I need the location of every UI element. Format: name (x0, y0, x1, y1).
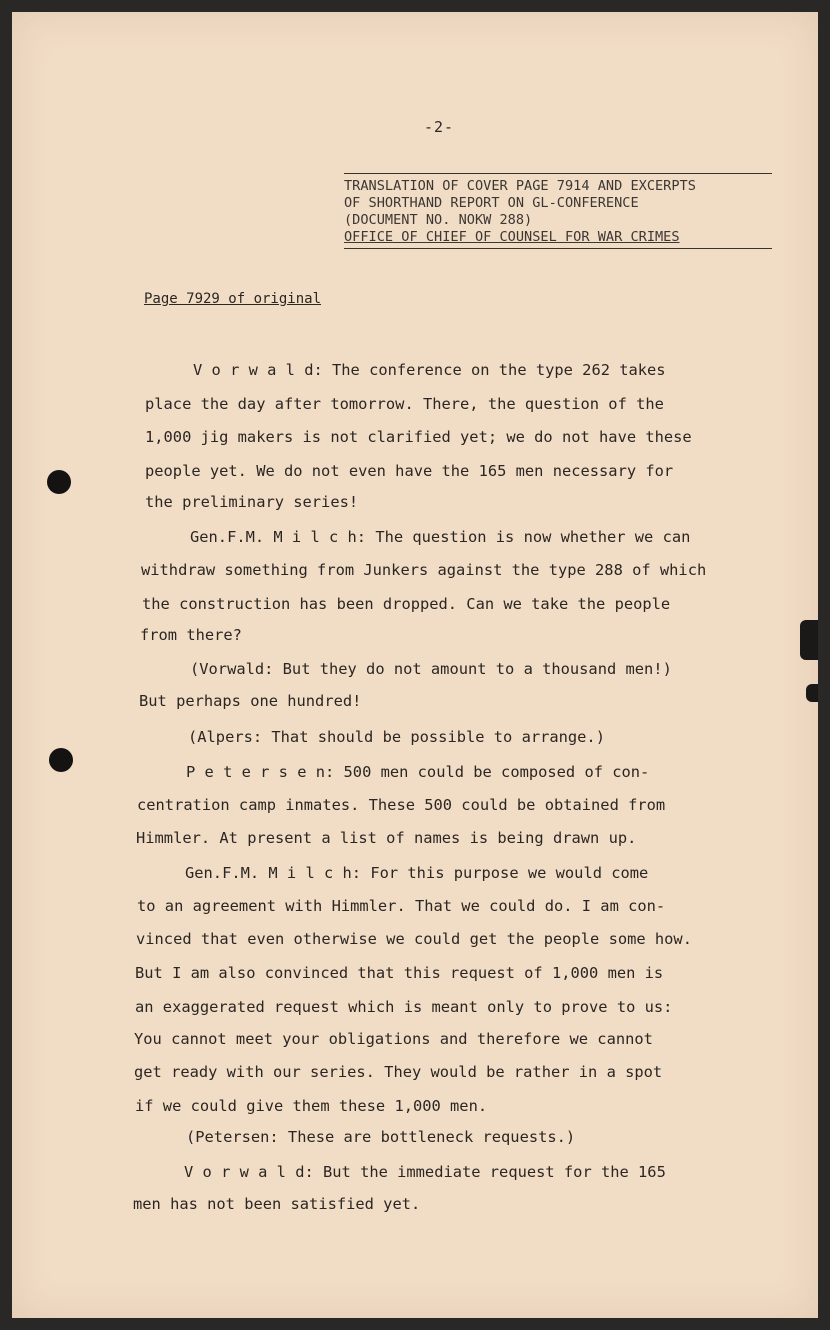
line-text: But perhaps one hundred! (139, 692, 362, 710)
line-text: (Petersen: These are bottleneck requests.) (186, 1128, 576, 1146)
transcript-line (137, 796, 665, 814)
line-text: to an agreement with Himmler. That we could do. I am con- (137, 897, 666, 915)
line-text: people yet. We do not even have the 165 men necessary for (145, 462, 674, 480)
line-text: But the immediate request for the 165 (313, 1163, 666, 1181)
line-text: 500 men could be composed of con- (334, 763, 650, 781)
transcript-line (134, 1030, 653, 1048)
speaker-name: V o r w a l d: (193, 361, 323, 379)
line-text: centration camp inmates. These 500 could be obtained from (137, 796, 666, 814)
transcript-line (145, 428, 692, 446)
line-text: vinced that even otherwise we could get the people some how. (136, 930, 692, 948)
line-text: if we could give them these 1,000 men. (135, 1097, 488, 1115)
transcript-line (133, 1195, 420, 1213)
line-text: withdraw something from Junkers against the type 288 of which (141, 561, 707, 579)
torn-edge (806, 684, 818, 702)
transcript-line (141, 561, 706, 579)
transcript-line (142, 595, 670, 613)
transcript-line (145, 493, 358, 511)
line-text: an exaggerated request which is meant only to prove to us: (135, 998, 673, 1016)
line-text: the construction has been dropped. Can we take the people (142, 595, 671, 613)
line-text: the preliminary series! (145, 493, 359, 511)
line-text: Himmler. At present a list of names is being drawn up. (136, 829, 637, 847)
page-reference: Page 7929 of original (144, 291, 322, 307)
transcript-line (137, 897, 665, 915)
transcript-line (139, 692, 361, 710)
transcript-line (190, 660, 672, 678)
transcript-line (134, 1063, 662, 1081)
transcript-line (135, 998, 672, 1016)
torn-edge (800, 620, 818, 660)
line-text: place the day after tomorrow. There, the question of the (145, 395, 664, 413)
page-number: -2- (424, 118, 455, 136)
transcript-line (135, 1097, 487, 1115)
transcript-line (193, 361, 666, 379)
transcript-line (190, 528, 690, 546)
transcript-line (186, 763, 649, 781)
transcript-line (136, 930, 692, 948)
speaker-name: Gen.F.M. M i l c h: (185, 864, 362, 882)
line-text: For this purpose we would come (361, 864, 649, 882)
transcript-line (136, 829, 636, 847)
speaker-name: Gen.F.M. M i l c h: (190, 528, 367, 546)
line-text: But I am also convinced that this request of 1,000 men is (135, 964, 664, 982)
header-line: OFFICE OF CHIEF OF COUNSEL FOR WAR CRIMES (344, 229, 680, 245)
line-text: 1,000 jig makers is not clarified yet; we do not have these (145, 428, 692, 446)
punch-hole-bottom (49, 748, 73, 772)
punch-hole-top (47, 470, 71, 494)
line-text: (Alpers: That should be possible to arrange.) (188, 728, 605, 746)
translation-header (344, 173, 772, 249)
transcript-line (145, 462, 673, 480)
line-text: The question is now whether we can (366, 528, 691, 546)
header-line: TRANSLATION OF COVER PAGE 7914 AND EXCERPTS (344, 178, 696, 194)
transcript-line (135, 964, 663, 982)
transcript-line (140, 626, 242, 644)
header-line: (DOCUMENT NO. NOKW 288) (344, 212, 533, 228)
speaker-name: P e t e r s e n: (186, 763, 335, 781)
transcript-line (186, 1128, 575, 1146)
transcript-line (184, 1163, 666, 1181)
line-text: The conference on the type 262 takes (322, 361, 666, 379)
transcript-line (188, 728, 605, 746)
line-text: from there? (140, 626, 242, 644)
line-text: You cannot meet your obligations and therefore we cannot (134, 1030, 653, 1048)
line-text: men has not been satisfied yet. (133, 1195, 421, 1213)
line-text: get ready with our series. They would be rather in a spot (134, 1063, 663, 1081)
speaker-name: V o r w a l d: (184, 1163, 314, 1181)
transcript-line (185, 864, 648, 882)
header-line: OF SHORTHAND REPORT ON GL-CONFERENCE (344, 195, 639, 211)
transcript-line (145, 395, 664, 413)
line-text: (Vorwald: But they do not amount to a thousand men!) (190, 660, 672, 678)
